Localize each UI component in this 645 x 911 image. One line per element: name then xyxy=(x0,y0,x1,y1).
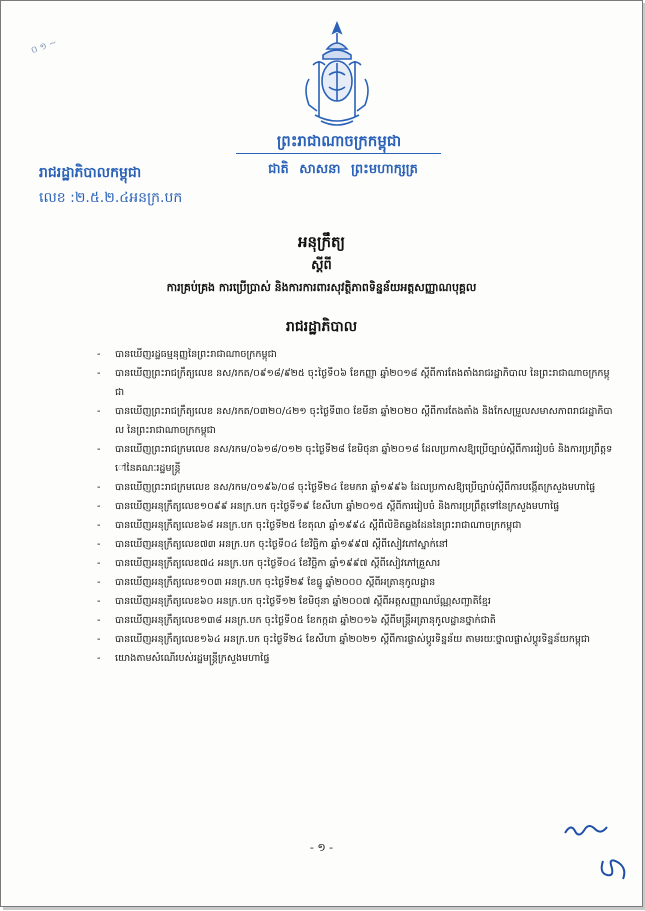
list-item: - បានឃើញអនុក្រឹត្យលេខ១០៣ អនក្រ.បក ចុះថ្ងៃទី២៩ ខែធ្នូ ឆ្នាំ២០០០ ស្ដីពីអត្រានុកូលដ្ឋាន xyxy=(97,577,436,588)
list-item: - បានឃើញអនុក្រឹត្យលេខ៦០ អនក្រ.បក ចុះថ្ងៃទី១២ ខែមិថុនា ឆ្នាំ២០០៧ ស្ដីពីអត្តសញ្ញាណប័ណ្ណសញ្ជាតិខ្មែរ xyxy=(97,596,491,607)
national-motto: ជាតិ សាសនា ព្រះមហាក្សត្រ xyxy=(268,162,418,177)
list-item: - បានឃើញព្រះរាជក្រឹត្យលេខ នស/រកត/០៣២០/៤២១ ចុះថ្ងៃទី៣០ ខែមីនា ឆ្នាំ២០២០ ស្ដីពីការតែងតាំង និងកែសម្រួលសមាសភាពរាជរដ្ឋាភិបាល នៃព្រះរាជាណាចក្រកម្ពុជា xyxy=(97,406,613,436)
title-on: ស្ដីពី xyxy=(311,258,332,273)
list-item: - បានឃើញអនុក្រឹត្យលេខ៧៤ អនក្រ.បក ចុះថ្ងៃទី០៤ ខែវិច្ឆិកា ឆ្នាំ១៩៩៧ ស្ដីពីសៀវភៅគ្រួសារ xyxy=(97,558,441,569)
list-item: - បានឃើញរដ្ឋធម្មនុញ្ញនៃព្រះរាជាណាចក្រកម្ពុជា xyxy=(97,349,277,360)
list-item: - បានឃើញអនុក្រឹត្យលេខ៧៣ អនក្រ.បក ចុះថ្ងៃទី០៤ ខែវិច្ឆិកា ឆ្នាំ១៩៩៧ ស្ដីពីសៀវភៅស្នាក់នៅ xyxy=(97,539,448,550)
list-item: - បានឃើញអនុក្រឹត្យលេខ១០៩៩ អនក្រ.បក ចុះថ្ងៃទី១៩ ខែសីហា ឆ្នាំ២០១៥ ស្ដីពីការរៀបចំ និងការប្រព្រឹត្តទៅនៃក្រសួងមហាផ្ទៃ xyxy=(97,501,560,512)
list-item: - បានឃើញអនុក្រឹត្យលេខ១៦៤ អនក្រ.បក ចុះថ្ងៃទី២៤ ខែសីហា ឆ្នាំ២០២១ ស្ដីពីការផ្លាស់ប្ដូរទិន្នន័យ តាមរយៈថ្នាលផ្លាស់ប្ដូរទិន្នន័យកម្ពុជា xyxy=(97,634,591,645)
preamble-list xyxy=(93,345,613,668)
list-item: - បានឃើញព្រះរាជក្រមលេខ នស/រកម/០៦១៨/០១២ ចុះថ្ងៃទី២៨ ខែមិថុនា ឆ្នាំ២០១៨ ដែលប្រកាសឱ្យប្រើច្បាប់ស្ដីពីការរៀបចំ និងការប្រព្រឹត្តទៅនៃគណៈរដ្ឋមន្ត្រី xyxy=(97,444,613,474)
list-item: - យោងតាមសំណើរបស់រដ្ឋមន្ត្រីក្រសួងមហាផ្ទៃ xyxy=(97,653,270,664)
document-subject: ការគ្រប់គ្រង ការប្រើប្រាស់ និងការការពារសុវត្ថិភាពទិន្នន័យអត្តសញ្ញាណបុគ្គល xyxy=(166,281,477,294)
royal-crest-icon xyxy=(297,19,377,131)
reference-number: លេខ :២.៥.២.៤អនក្រ.បក xyxy=(39,190,183,206)
document-type: អនុក្រឹត្យ xyxy=(297,233,346,251)
page-number: - ១ - xyxy=(309,841,334,854)
initial-signature-icon xyxy=(597,853,633,883)
kingdom-name: ព្រះរាជាណាចក្រកម្ពុជា xyxy=(276,132,402,150)
list-item: - បានឃើញព្រះរាជក្រមលេខ នស/រកម/០១៩៦/០៨ ចុះថ្ងៃទី២៤ ខែមករា ឆ្នាំ១៩៩៦ ដែលប្រកាសឱ្យប្រើច្បាប់ស្ដីពីការបង្កើតក្រសួងមហាផ្ទៃ xyxy=(97,482,596,493)
margin-note: ០ ១ ~ xyxy=(29,37,59,57)
list-item: - បានឃើញអនុក្រឹត្យលេខ៦៨ អនក្រ.បក ចុះថ្ងៃទី២៥ ខែតុលា ឆ្នាំ១៩៩៤ ស្ដីពីលិខិតឆ្លងដែននៃព្រះរាជាណាចក្រកម្ពុជា xyxy=(97,520,522,531)
list-item: - បានឃើញអនុក្រឹត្យលេខ១៣៨ អនក្រ.បក ចុះថ្ងៃទី០៥ ខែកក្កដា ឆ្នាំ២០១៦ ស្ដីពីមន្ត្រីអត្រានុកូលដ្ឋានថ្នាក់ជាតិ xyxy=(97,615,496,626)
issuer-heading: រាជរដ្ឋាភិបាល xyxy=(285,319,358,335)
initial-mark-icon xyxy=(561,819,609,841)
kingdom-underline xyxy=(236,153,441,154)
list-item: - បានឃើញព្រះរាជក្រឹត្យលេខ នស/រកត/០៩១៨/៩២៥ ចុះថ្ងៃទី០៦ ខែកញ្ញា ឆ្នាំ២០១៨ ស្ដីពីការតែងតាំងរាជរដ្ឋាភិបាល នៃព្រះរាជាណាចក្រកម្ពុជា xyxy=(97,368,610,398)
government-name: រាជរដ្ឋាភិបាលកម្ពុជា xyxy=(39,165,142,181)
